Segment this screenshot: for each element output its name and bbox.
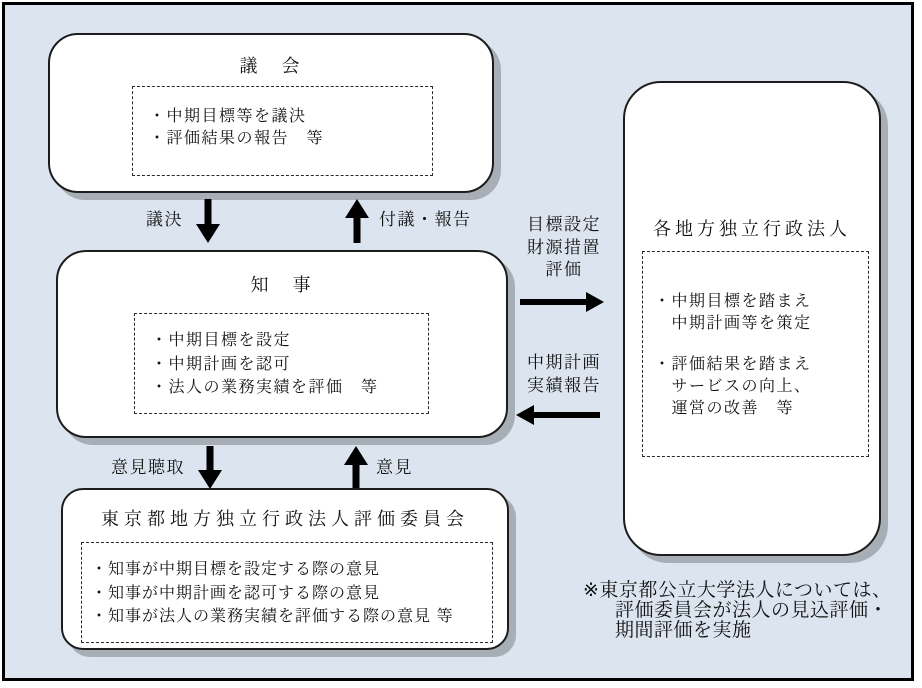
agency-title: 各地方独立行政法人 <box>653 219 851 239</box>
assembly-title: 議 会 <box>239 56 303 76</box>
footnote-line: 東京都公立大学法人については、 <box>599 580 892 601</box>
arrow-down-icon <box>195 199 221 243</box>
arrow-down-giketsu <box>195 199 221 243</box>
list-item: ・中期計画を認可 <box>151 355 292 373</box>
list-item: 運営の改善 等 <box>654 400 795 417</box>
footnote-marker: ※ <box>583 580 600 601</box>
arrow-label-line: 評価 <box>545 260 583 279</box>
assembly-items <box>149 106 432 150</box>
arrow-up-icon <box>344 199 370 243</box>
arrow-label-line: 目標設定 <box>527 215 601 234</box>
list-item: ・知事が中期目標を設定する際の意見 <box>91 561 381 578</box>
arrow-label-line: 実績報告 <box>527 375 601 395</box>
list-item: ・知事が法人の業務実績を評価する際の意見 等 <box>91 608 454 625</box>
arrow-left-icon <box>516 405 600 425</box>
arrow-label-giketsu: 議決 <box>146 210 183 229</box>
committee-box <box>61 488 509 650</box>
list-item: ・知事が中期計画を認可する際の意見 <box>91 584 381 602</box>
governor-box <box>56 250 508 438</box>
list-item: ・評価結果を踏まえ <box>654 356 812 373</box>
arrow-right-icon <box>520 292 604 312</box>
agency-items <box>654 291 868 420</box>
arrow-right-to-agency <box>520 292 604 312</box>
arrow-label-line: 財源措置 <box>527 237 601 257</box>
arrow-label-line: 中期計画 <box>527 353 601 372</box>
arrow-label-to-agency <box>518 214 610 282</box>
arrow-up-fugi-hokoku <box>344 199 370 243</box>
footnote <box>583 581 917 641</box>
list-item: ・中期目標を設定 <box>151 332 292 349</box>
arrow-label-fugi-hokoku: 付議・報告 <box>379 210 472 229</box>
arrow-label-iken: 意見 <box>376 458 413 477</box>
assembly-detail-box <box>132 86 433 176</box>
footnote-line: 評価委員会が法人の見込評価・ <box>615 600 889 621</box>
governor-detail-box <box>134 313 429 414</box>
agency-detail-box <box>642 251 869 457</box>
assembly-box <box>48 33 494 193</box>
arrow-label-iken-choshu: 意見聴取 <box>111 458 185 477</box>
diagram-frame <box>2 2 914 681</box>
arrow-label-from-agency <box>518 352 610 397</box>
arrow-down-iken-choshu <box>197 446 223 489</box>
footnote-line: 期間評価を実施 <box>615 620 752 641</box>
list-item: ・中期目標を踏まえ <box>654 293 812 310</box>
governor-title: 知 事 <box>250 275 314 295</box>
arrow-up-iken <box>343 446 369 489</box>
list-item: ・中期目標等を議決 <box>149 108 307 125</box>
arrow-up-icon <box>343 446 369 489</box>
list-item: 中期計画等を策定 <box>654 315 812 332</box>
committee-detail-box <box>81 542 493 643</box>
governor-items <box>151 329 428 400</box>
list-item: ・法人の業務実績を評価 等 <box>151 379 379 396</box>
arrow-down-icon <box>197 446 223 489</box>
committee-items <box>91 558 492 629</box>
committee-title: 東京都地方独立行政法人評価委員会 <box>101 509 469 529</box>
agency-box <box>623 81 881 556</box>
arrow-left-from-agency <box>516 405 600 425</box>
list-item: サービスの向上、 <box>654 378 812 395</box>
list-item: ・評価結果の報告 等 <box>149 130 325 147</box>
